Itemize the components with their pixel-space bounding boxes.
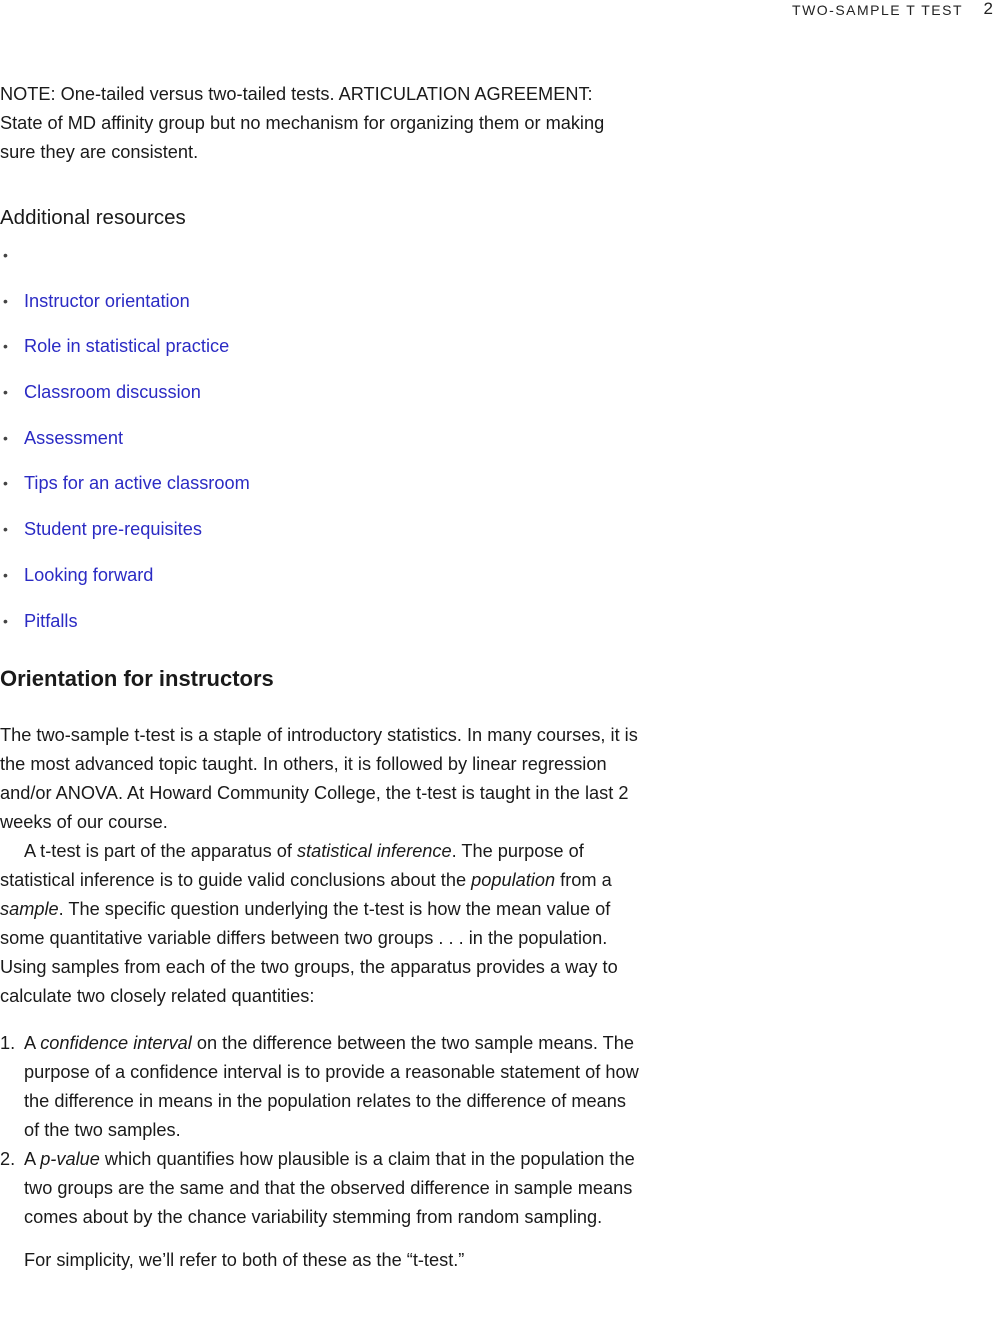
term-sample: sample: [0, 899, 59, 920]
resource-link-instructor-orientation[interactable]: Instructor orientation: [24, 290, 190, 311]
additional-resources-heading: Additional resources: [0, 206, 186, 229]
list-item: [0, 607, 645, 653]
bullet-icon: •: [3, 475, 8, 492]
running-head: [0, 0, 995, 22]
running-head-title: TWO-SAMPLE T TEST: [792, 2, 963, 18]
orientation-heading: Orientation for instructors: [0, 666, 274, 692]
bullet-icon: •: [3, 384, 8, 401]
page-content: [0, 80, 645, 1275]
list-item: [0, 561, 645, 607]
text-span: which quantifies how plausible is a claim that in the population the two groups are the same and that the observed difference in sample means comes about by the chance variability stemming from random sampling.: [24, 1149, 635, 1228]
text-span: . The purpose of statistical inference is to guide valid conclusions about the: [0, 841, 584, 891]
list-item: [0, 287, 645, 333]
orientation-paragraph-1: The two-sample t-test is a staple of introductory statistics. In many courses, it is the most advanced topic taught. In others, it is followed by linear regression and/or ANOVA. At Howard Community College, the t-test is taught in the last 2 weeks of our course.: [0, 725, 638, 833]
list-item: [0, 378, 645, 424]
text-span: on the difference between the two sample means. The purpose of a confidence interval is to provide a reasonable statement of how the difference in means in the population relates to the difference of means of the two samples.: [24, 1033, 639, 1141]
list-item: [0, 1145, 645, 1232]
page-number: 2: [983, 0, 993, 18]
resources-list: [0, 241, 645, 652]
resource-link-pitfalls[interactable]: Pitfalls: [24, 610, 78, 631]
text-span: from a: [555, 870, 612, 891]
bullet-icon: •: [3, 247, 8, 263]
quantities-list: [0, 1029, 645, 1232]
orientation-paragraph-2: [0, 837, 645, 1011]
resource-link-looking-forward[interactable]: Looking forward: [24, 564, 154, 585]
term-p-value: p-value: [40, 1149, 100, 1170]
bullet-icon: •: [3, 521, 8, 538]
final-paragraph: For simplicity, we’ll refer to both of these as the “t-test.”: [24, 1250, 465, 1271]
list-number: 1.: [0, 1033, 16, 1054]
note-paragraph: NOTE: One-tailed versus two-tailed tests. ARTICULATION AGREEMENT: State of MD affinity group but no mechanism for organizing them or making sure they are consistent.: [0, 84, 605, 162]
list-item: [0, 469, 645, 515]
text-span: . The specific question underlying the t-test is how the mean value of some quantitative variable differs between two groups . . . in the population. Using samples from each of the two groups, the apparatus provides a way to calculate two closely related quantities:: [0, 899, 618, 1007]
bullet-icon: •: [3, 612, 8, 629]
bullet-icon: •: [3, 566, 8, 583]
term-population: population: [471, 870, 556, 891]
resource-link-student-prerequisites[interactable]: Student pre-requisites: [24, 519, 202, 540]
resource-link-tips-active-classroom[interactable]: Tips for an active classroom: [24, 473, 250, 494]
list-item: [0, 1029, 645, 1145]
list-item: [0, 241, 645, 287]
list-item: [0, 332, 645, 378]
resource-link-role-in-statistical-practice[interactable]: Role in statistical practice: [24, 336, 230, 357]
bullet-icon: •: [3, 292, 8, 309]
text-span: A: [24, 1149, 41, 1170]
bullet-icon: •: [3, 429, 8, 446]
list-number: 2.: [0, 1149, 16, 1170]
text-span: A: [24, 1033, 41, 1054]
text-span: A t-test is part of the apparatus of: [24, 841, 297, 862]
list-item: [0, 515, 645, 561]
resource-link-classroom-discussion[interactable]: Classroom discussion: [24, 382, 201, 403]
list-item: [0, 424, 645, 470]
term-statistical-inference: statistical inference: [296, 841, 452, 862]
resource-link-assessment[interactable]: Assessment: [24, 427, 124, 448]
term-confidence-interval: confidence interval: [40, 1033, 192, 1054]
bullet-icon: •: [3, 338, 8, 355]
